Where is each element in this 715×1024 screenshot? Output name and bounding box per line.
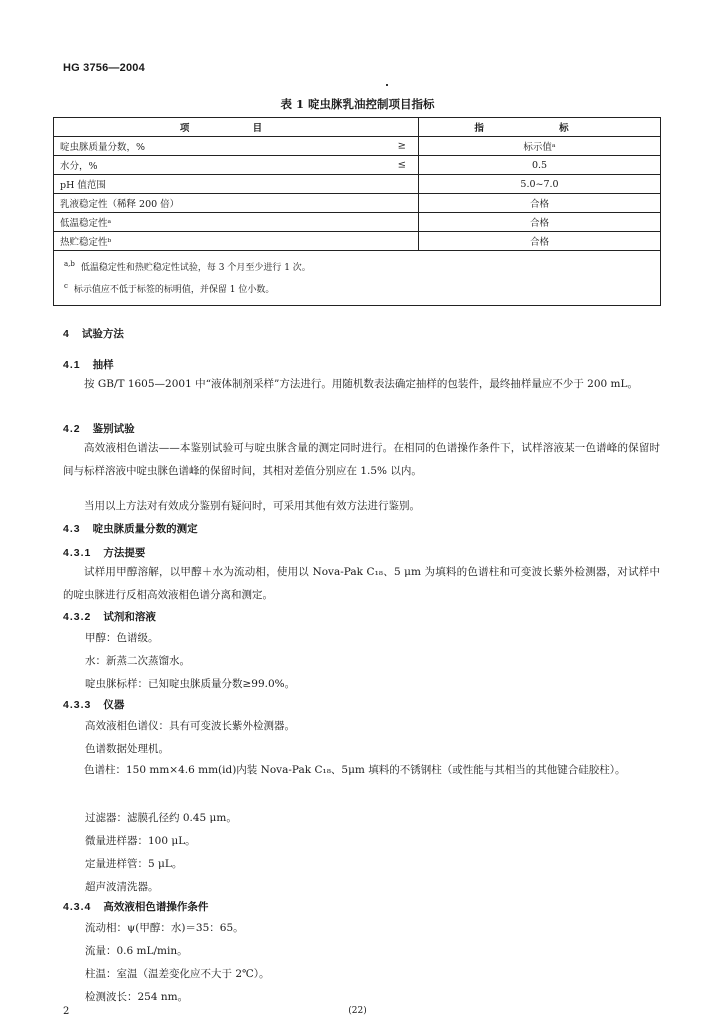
- section-number: 4.3.2: [63, 611, 92, 623]
- instrument-line: 高效液相色谱仪：具有可变波长紫外检测器。: [85, 720, 295, 732]
- section-number: 4: [63, 328, 70, 340]
- section-title: 试剂和溶液: [103, 611, 156, 623]
- row-value: 标示值ᵃ: [419, 137, 661, 156]
- instrument-column: 色谱柱：150 mm×4.6 mm(id)内装 Nova-Pak C₁₈、5μm 填料的不锈钢柱（或性能与其相当的其他键合硅胶柱）。: [84, 764, 626, 776]
- table-header-row: [54, 118, 661, 137]
- section-title: 仪器: [103, 699, 125, 711]
- reagent-line: 啶虫脒标样：已知啶虫脒质量分数≥99.0%。: [85, 678, 296, 690]
- table-note: [64, 277, 650, 299]
- section-heading-4-3-1: [63, 545, 145, 560]
- section-number: 4.3.4: [63, 901, 92, 913]
- row-operator: ≥: [397, 140, 406, 152]
- page-number: 2: [63, 1006, 70, 1017]
- paragraph-sampling: 按 GB/T 1605—2001 中“液体制剂采样”方法进行。用随机数表法确定抽样的包装件，最终抽样量应不少于 200 mL。: [84, 378, 638, 390]
- spec-table: [53, 117, 661, 306]
- instrument-line: 超声波清洗器。: [85, 881, 159, 893]
- section-heading-4: [63, 326, 124, 341]
- table-row: [54, 213, 661, 232]
- table-row: [54, 232, 661, 251]
- column-header-item: 项 目: [54, 118, 419, 137]
- row-value: 合格: [419, 213, 661, 232]
- section-heading-4-2: [63, 421, 135, 436]
- note-mark: a,b: [64, 260, 75, 268]
- condition-line: 流量：0.6 mL/min。: [85, 945, 188, 957]
- table-row: [54, 137, 661, 156]
- reagent-line: 水：新蒸二次蒸馏水。: [85, 655, 190, 667]
- section-title: 鉴别试验: [92, 423, 135, 435]
- row-item-text: 啶虫脒质量分数，%: [60, 142, 146, 153]
- standard-code: HG 3756—2004: [63, 62, 145, 74]
- table-title: 表 1 啶虫脒乳油控制项目指标: [280, 97, 435, 111]
- paragraph-identification-note: 当用以上方法对有效成分鉴别有疑问时，可采用其他有效方法进行鉴别。: [84, 500, 420, 512]
- note-mark: c: [64, 282, 68, 290]
- decorative-dot: [386, 84, 388, 86]
- section-heading-4-3-4: [63, 899, 208, 914]
- section-number: 4.1: [63, 359, 81, 371]
- paragraph-method-summary: 试样用甲醇溶解，以甲醇＋水为流动相，使用以 Nova-Pak C₁₈、5 μm 为填料的色谱柱和可变波长紫外检测器，对试样中的啶虫脒进行反相高效液相色谱分离和测定。: [63, 566, 660, 601]
- row-value: 5.0~7.0: [419, 175, 661, 194]
- section-title: 高效液相色谱操作条件: [103, 901, 209, 913]
- instrument-line: 定量进样管：5 μL。: [85, 858, 183, 870]
- table-note: [64, 255, 650, 277]
- table-row: [54, 156, 661, 175]
- condition-line: 流动相：ψ(甲醇：水)＝35：65。: [85, 922, 244, 934]
- column-header-value: 指 标: [419, 118, 661, 137]
- row-item-text: 乳液稳定性（稀释 200 倍）: [60, 199, 180, 210]
- row-item-text: 水分，%: [60, 161, 98, 172]
- row-operator: ≤: [397, 159, 406, 171]
- row-item: [54, 156, 419, 175]
- note-text: 低温稳定性和热贮稳定性试验，每 3 个月至少进行 1 次。: [80, 263, 311, 273]
- table-notes: [54, 251, 661, 306]
- row-value: 合格: [419, 232, 661, 251]
- row-item: [54, 232, 419, 251]
- section-heading-4-3-3: [63, 697, 124, 712]
- row-item-text: 低温稳定性ᵃ: [60, 218, 112, 229]
- section-number: 4.2: [63, 423, 81, 435]
- section-title: 方法提要: [103, 547, 146, 559]
- instrument-line: 过滤器：滤膜孔径约 0.45 μm。: [85, 812, 237, 824]
- section-title: 抽样: [92, 359, 114, 371]
- section-heading-4-3: [63, 521, 198, 536]
- table-notes-row: [54, 251, 661, 306]
- page-reference: (22): [348, 1006, 367, 1016]
- row-item-text: pH 值范围: [60, 180, 106, 191]
- section-heading-4-1: [63, 357, 114, 372]
- row-item-text: 热贮稳定性ᵇ: [60, 237, 112, 248]
- section-number: 4.3: [63, 523, 81, 535]
- note-text: 标示值应不低于标签的标明值，并保留 1 位小数。: [73, 285, 275, 295]
- condition-line: 检测波长：254 nm。: [85, 991, 189, 1003]
- instrument-line: 色谱数据处理机。: [85, 743, 169, 755]
- section-heading-4-3-2: [63, 609, 156, 624]
- row-item: [54, 137, 419, 156]
- row-item: [54, 194, 419, 213]
- section-number: 4.3.1: [63, 547, 92, 559]
- paragraph-identification: 高效液相色谱法——本鉴别试验可与啶虫脒含量的测定同时进行。在相同的色谱操作条件下，试样溶液某一色谱峰的保留时间与标样溶液中啶虫脒色谱峰的保留时间，其相对差值分别应在 1.5% 以内。: [63, 442, 660, 477]
- condition-line: 柱温：室温（温差变化应不大于 2℃）。: [85, 968, 270, 980]
- row-value: 合格: [419, 194, 661, 213]
- instrument-line: 微量进样器：100 μL。: [85, 835, 196, 847]
- section-title: 试验方法: [81, 328, 124, 340]
- table-row: [54, 175, 661, 194]
- row-item: [54, 213, 419, 232]
- section-title: 啶虫脒质量分数的测定: [92, 523, 198, 535]
- section-number: 4.3.3: [63, 699, 92, 711]
- row-item: [54, 175, 419, 194]
- table-row: [54, 194, 661, 213]
- row-value: 0.5: [419, 156, 661, 175]
- reagent-line: 甲醇：色谱级。: [85, 632, 159, 644]
